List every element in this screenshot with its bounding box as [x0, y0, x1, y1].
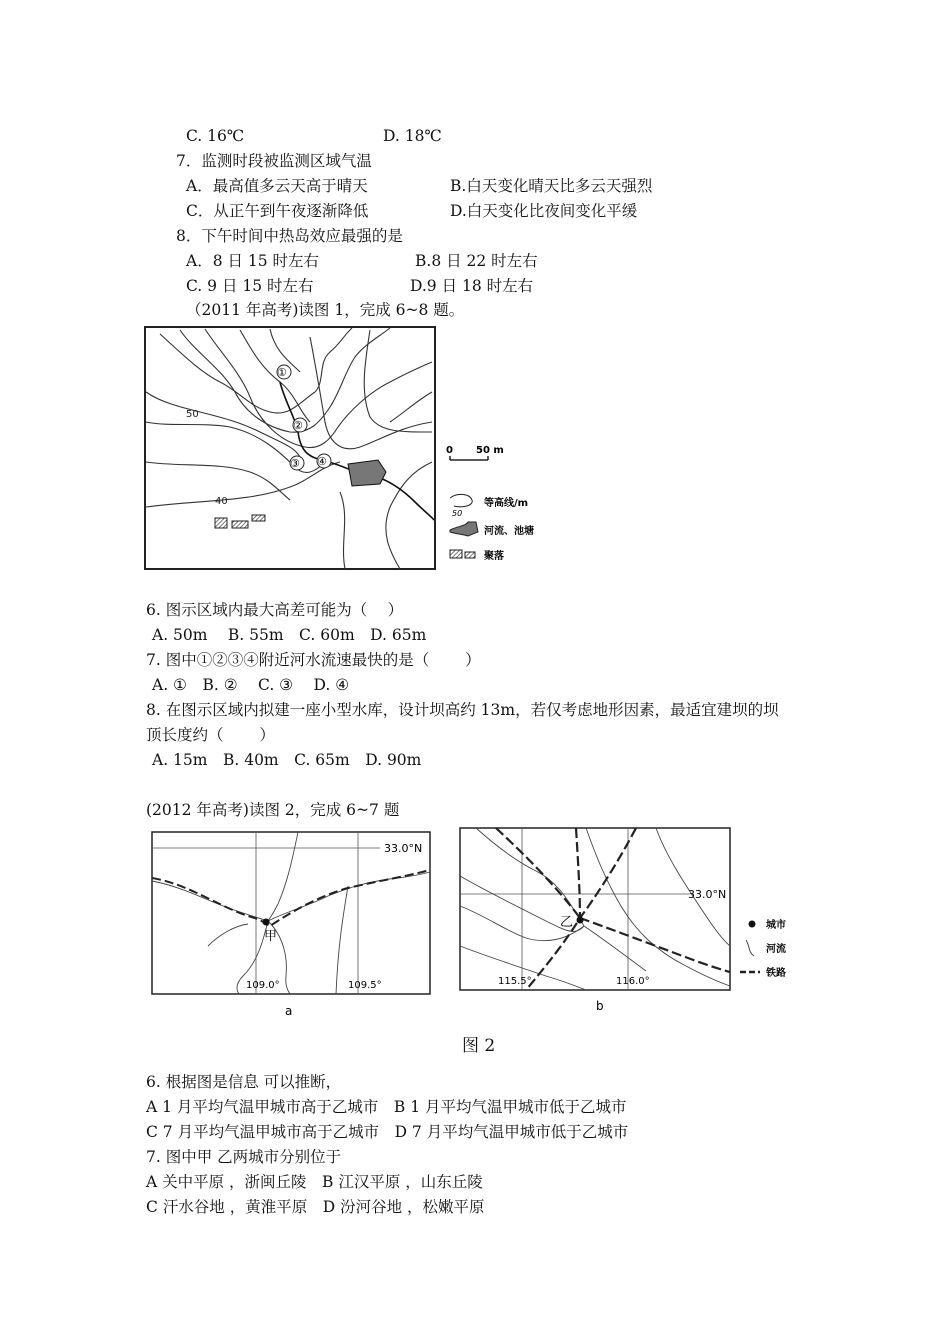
legend-rail: 铁路	[766, 968, 786, 979]
map-a-frame	[152, 832, 430, 994]
q7-2011-options: A. ① B. ② C. ③ D. ④	[152, 676, 350, 694]
question-8-stem: 8．下午时间中热岛效应最强的是	[176, 227, 403, 245]
legend-settlement: 聚落	[484, 551, 504, 562]
q6-2012-options-cd: C 7 月平均气温甲城市高于乙城市 D 7 月平均气温甲城市低于乙城市	[146, 1123, 629, 1141]
q7-2012-stem: 7. 图中甲 乙两城市分别位于	[146, 1148, 342, 1166]
scale-bar	[450, 456, 488, 460]
legend-river-icon-2	[746, 940, 754, 956]
legend-river: 河流、池塘	[484, 526, 534, 537]
map-a-city-dot	[263, 919, 270, 926]
pond	[348, 460, 386, 486]
question-7-stem: 7．监测时段被监测区域气温	[176, 152, 372, 170]
question-8-option-a: A．8 日 15 时左右	[186, 252, 320, 270]
question-7-option-c: C．从正午到午夜逐渐降低	[186, 202, 369, 220]
section-intro-2012: (2012 年高考)读图 2，完成 6~7 题	[146, 801, 400, 819]
question-8-option-c: C. 9 日 15 时左右	[186, 277, 314, 295]
legend-settlement-icon-2	[465, 552, 475, 558]
marker-4: ④	[317, 455, 327, 468]
option-c-16: C. 16℃	[186, 127, 245, 145]
q6-2011-options: A. 50m B. 55m C. 60m D. 65m	[152, 626, 427, 644]
map-a-city: 甲	[264, 929, 278, 944]
figure-2-caption: 图 2	[462, 1036, 496, 1056]
legend-contour: 等高线/m	[484, 498, 529, 509]
contour-label-40: 40	[215, 496, 228, 507]
legend-city: 城市	[766, 920, 786, 931]
scale-zero: 0	[446, 445, 453, 456]
map-b-lat-label: 33.0°N	[688, 888, 727, 901]
figure-1-contour-map	[140, 322, 560, 574]
legend-contour-value: 50	[452, 509, 463, 518]
map-a-lon2-label: 109.5°	[348, 980, 382, 991]
q7-2011-stem: 7. 图中①②③④附近河水流速最快的是（ ）	[146, 651, 481, 669]
q7-2012-options-ab: A 关中平原 ，浙闽丘陵 B 江汉平原 ，山东丘陵	[146, 1173, 483, 1191]
map-a-lat-label: 33.0°N	[384, 842, 423, 855]
legend-river-2: 河流	[766, 944, 786, 955]
contour-label-50: 50	[186, 409, 199, 420]
map-b-city-dot	[577, 917, 584, 924]
question-7-option-a: A．最高值多云天高于晴天	[186, 177, 368, 195]
section-intro-2011: （2011 年高考)读图 1，完成 6~8 题。	[186, 301, 465, 319]
legend-river-icon	[450, 522, 478, 536]
map-a-lon1-label: 109.0°	[246, 980, 280, 991]
question-7-option-b: B.白天变化晴天比多云天强烈	[450, 177, 653, 195]
question-8-option-b: B.8 日 22 时左右	[415, 252, 538, 270]
map-a-caption: a	[285, 1004, 293, 1018]
map-b-lon2-label: 116.0°	[616, 976, 650, 987]
q7-2012-options-cd: C 汗水谷地 ，黄淮平原 D 汾河谷地 ，松嫩平原	[146, 1198, 485, 1216]
legend-contour-icon	[450, 494, 472, 506]
legend-city-icon	[749, 921, 756, 928]
question-8-option-d: D.9 日 18 时左右	[410, 277, 534, 295]
q6-2012-stem: 6. 根据图是信息 可以推断，	[146, 1073, 342, 1091]
q8-2011-stem-line2: 顶长度约（ ）	[146, 726, 275, 744]
q6-2011-stem: 6. 图示区域内最大高差可能为（ ）	[146, 601, 404, 619]
q6-2012-options-ab: A 1 月平均气温甲城市高于乙城市 B 1 月平均气温甲城市低于乙城市	[146, 1098, 627, 1116]
figure-2a-map	[148, 826, 438, 1020]
marker-3: ③	[290, 457, 300, 470]
figure-2b-map	[456, 826, 806, 1020]
map-b-lon1-label: 115.5°	[498, 976, 532, 987]
question-7-option-d: D.白天变化比夜间变化平缓	[450, 202, 638, 220]
q8-2011-stem-line1: 8. 在图示区域内拟建一座小型水库，设计坝高约 13m，若仅考虑地形因素，最适宜建坝的坝	[146, 701, 779, 719]
map-b-city: 乙	[560, 915, 574, 930]
marker-2: ②	[293, 419, 303, 432]
option-d-18: D. 18℃	[383, 127, 442, 145]
map-b-caption: b	[596, 999, 604, 1013]
q8-2011-options: A. 15m B. 40m C. 65m D. 90m	[152, 751, 422, 769]
scale-label: 50 m	[476, 445, 504, 456]
legend-settlement-icon	[450, 550, 462, 558]
marker-1: ①	[277, 366, 287, 379]
